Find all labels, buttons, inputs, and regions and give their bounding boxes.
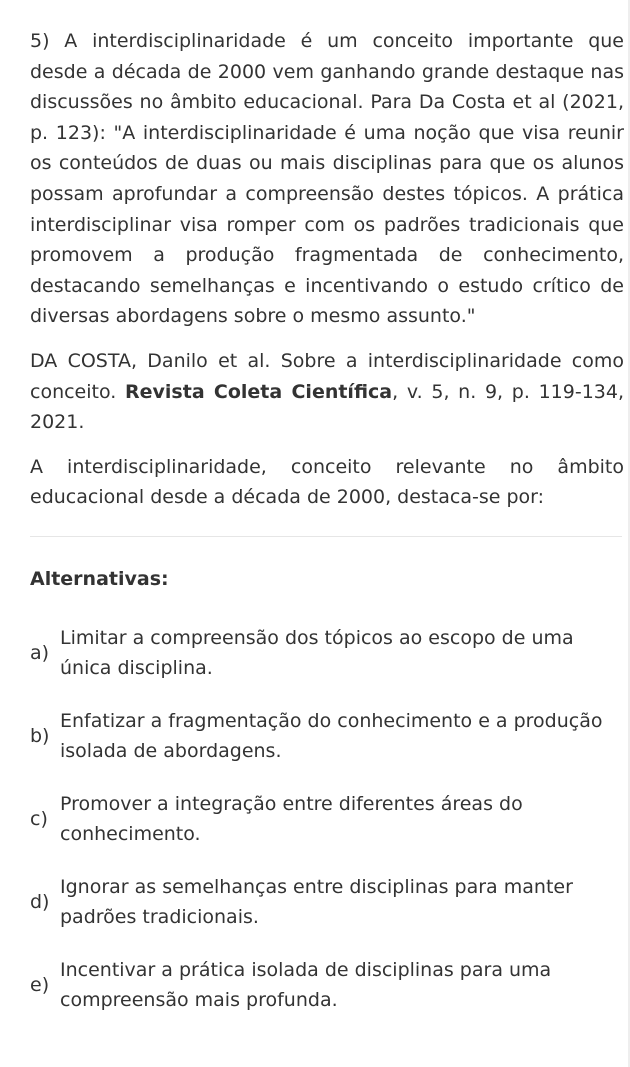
- question-paragraph: 5) A interdisciplinaridade é um conceito importante que desde a década de 2000 vem ganhando grande destaque nas discussões no âmbito educacional. Para Da Costa et al (2021, p. 123): "A interdisciplinaridade é uma noção que visa reunir os conteúdos de duas ou mais disciplinas para que os alunos possam aprofundar a compreensão destes tópicos. A prática interdisciplinar visa romper com os padrões tradicionais que promovem a produção fragmentada de conhecimento, destacando semelhanças e incentivando o estudo crítico de diversas abordagens sobre o mesmo assunto.": [30, 30, 624, 328]
- alternative-text: Incentivar a prática isolada de disciplinas para uma compreensão mais profunda.: [60, 958, 552, 1012]
- alternative-letter: d): [30, 891, 50, 914]
- alternative-text: Ignorar as semelhanças entre disciplinas para manter padrões tradicionais.: [60, 875, 573, 929]
- alternative-letter: b): [30, 725, 50, 748]
- question-stem: A interdisciplinaridade, conceito relevante no âmbito educacional desde a década de 2000, destaca-se por:: [30, 455, 624, 509]
- section-divider: [30, 536, 622, 537]
- source-journal: Revista Coleta Científica: [125, 380, 393, 403]
- alternative-letter: c): [30, 808, 48, 831]
- source-prefix: DA COSTA, Danilo et al. Sobre a interdisciplinaridade como conceito.: [30, 349, 624, 403]
- alternative-text: Enfatizar a fragmentação do conhecimento e a produção isolada de abordagens.: [60, 709, 603, 763]
- source-suffix: , v. 5, n. 9, p. 119-134, 2021.: [30, 380, 625, 434]
- alternative-letter: a): [30, 642, 50, 665]
- alternative-e[interactable]: [30, 955, 620, 1016]
- question-source-citation: [30, 346, 624, 438]
- alternative-text: Promover a integração entre diferentes áreas do conhecimento.: [60, 792, 523, 846]
- alternative-letter: e): [30, 974, 50, 997]
- alternatives-heading: Alternativas:: [30, 567, 169, 590]
- alternative-d[interactable]: [30, 872, 620, 933]
- alternative-a[interactable]: [30, 623, 620, 684]
- alternative-text: Limitar a compreensão dos tópicos ao escopo de uma única disciplina.: [60, 626, 574, 680]
- alternative-c[interactable]: [30, 789, 620, 850]
- alternative-b[interactable]: [30, 706, 620, 767]
